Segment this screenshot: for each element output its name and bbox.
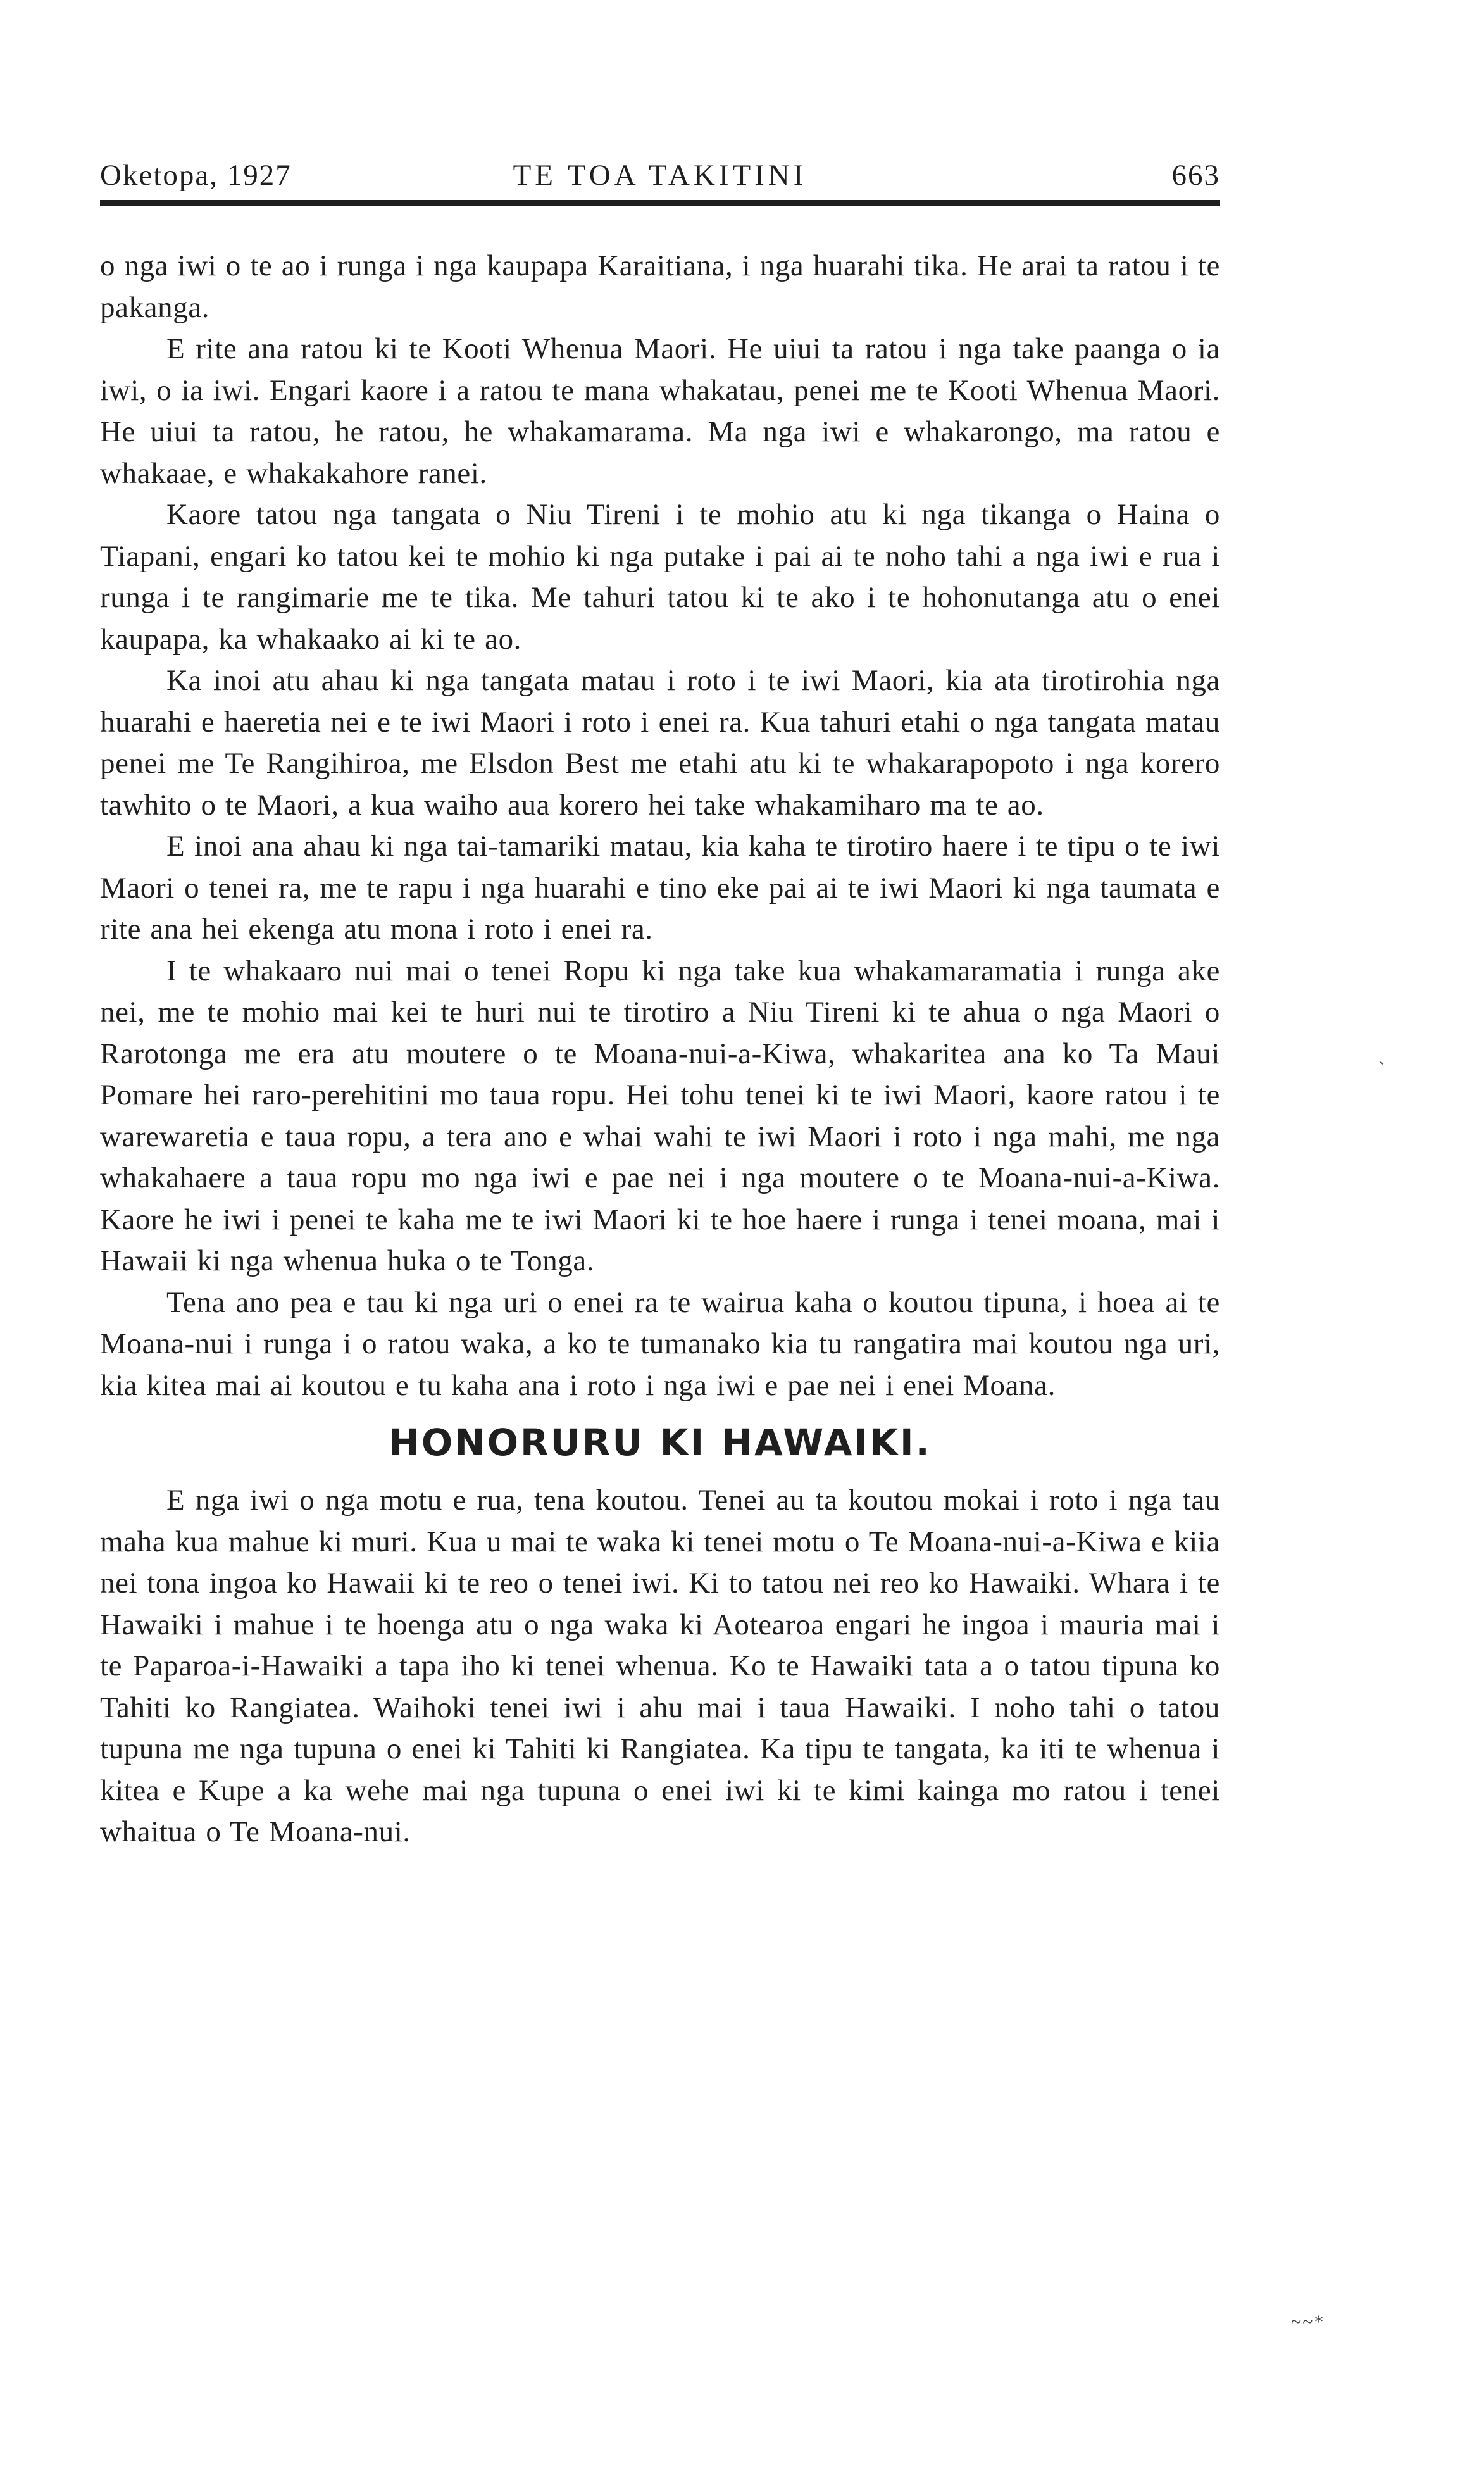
- paragraph-1: o nga iwi o te ao i runga i nga kaupapa Karaitiana, i nga huarahi tika. He arai ta ratou i te pakanga.: [100, 249, 1220, 324]
- paragraph-3: Kaore tatou nga tangata o Niu Tireni i te mohio atu ki nga tikanga o Haina o Tiapani, engari ko tatou kei te mohio ki nga putake i pai ai te noho tahi a nga iwi e rua i runga i te rangimarie me te tika. Me tahuri tatou ki te ako i te hohonutanga atu o enei kaupapa, ka whakaako ai ki te ao.: [100, 498, 1220, 656]
- paragraph-6: I te whakaaro nui mai o tenei Ropu ki nga take kua whakamaramatia i runga ake nei, me te mohio mai kei te huri nui te tirotiro a Niu Tireni ki te ahua o nga Maori o Rarotonga me era atu moutere o te Moana-nui-a-Kiwa, whakaritea ana ko Ta Maui Pomare hei raro-perehitini mo taua ropu. Hei tohu tenei ki te iwi Maori, kaore ratou i te warewaretia e taua ropu, a tera ano e whai wahi te iwi Maori i roto i nga mahi, me nga whakahaere a taua ropu mo nga iwi e pae nei i nga moutere o te Moana-nui-a-Kiwa. Kaore he iwi i penei te kaha me te iwi Maori ki te hoe haere i runga i tenei moana, mai i Hawaii ki nga whenua huka o te Tonga.: [100, 954, 1220, 1277]
- paragraph-8: E nga iwi o nga motu e rua, tena koutou. Tenei au ta koutou mokai i roto i nga tau maha kua mahue ki muri. Kua u mai te waka ki tenei motu o Te Moana-nui-a-Kiwa e kiia nei tona ingoa ko Hawaii ki te reo o tenei iwi. Ki to tatou nei reo ko Hawaiki. Whara i te Hawaiki i mahue i te hoenga atu o nga waka ki Aotearoa engari he ingoa i mauria mai i te Paparoa-i-Hawaiki a tapa iho ki tenei whenua. Ko te Hawaiki tata a o tatou tipuna ko Tahiti ko Rangiatea. Waihoki tenei iwi i ahu mai i taua Hawaiki. I noho tahi o tatou tupuna me nga tupuna o enei ki Tahiti ki Rangiatea. Ka tipu te tangata, ka iti te whenua i kitea e Kupe a ka wehe mai nga tupuna o enei iwi ki te kimi kainga mo ratou i tenei whaitua o Te Moana-nui.: [100, 1484, 1220, 1848]
- header-page-number: 663: [1171, 159, 1220, 192]
- header-journal-title: TE TOA TAKITINI: [513, 159, 807, 192]
- running-header: [100, 158, 1220, 209]
- header-date: Oketopa, 1927: [100, 159, 292, 192]
- header-rule: [100, 200, 1220, 206]
- document-page: [100, 158, 1220, 1853]
- stray-print-mark-bottom: ~~*: [1291, 2312, 1325, 2332]
- article-body: [100, 246, 1220, 1853]
- stray-print-mark: `: [1378, 1058, 1385, 1079]
- paragraph-5: E inoi ana ahau ki nga tai-tamariki matau, kia kaha te tirotiro haere i te tipu o te iwi Maori o tenei ra, me te rapu i nga huarahi e tino eke pai ai te iwi Maori ki nga taumata e rite ana hei ekenga atu mona i roto i enei ra.: [100, 830, 1220, 946]
- section-heading: HONORURU KI HAWAIKI.: [389, 1421, 932, 1464]
- paragraph-2: E rite ana ratou ki te Kooti Whenua Maori. He uiui ta ratou i nga take paanga o ia iwi, o ia iwi. Engari kaore i a ratou te mana whakatau, penei me te Kooti Whenua Maori. He uiui ta ratou, he ratou, he whakamarama. Ma nga iwi e whakarongo, ma ratou e whakaae, e whakakahore ranei.: [100, 332, 1220, 490]
- paragraph-7: Tena ano pea e tau ki nga uri o enei ra te wairua kaha o koutou tipuna, i hoea ai te Moana-nui i runga i o ratou waka, a ko te tumanako kia tu rangatira mai koutou nga uri, kia kitea mai ai koutou e tu kaha ana i roto i nga iwi e pae nei i enei Moana.: [100, 1286, 1220, 1402]
- paragraph-4: Ka inoi atu ahau ki nga tangata matau i roto i te iwi Maori, kia ata tirotirohia nga huarahi e haeretia nei e te iwi Maori i roto i enei ra. Kua tahuri etahi o nga tangata matau penei me Te Rangihiroa, me Elsdon Best me etahi atu ki te whakarapopoto i nga korero tawhito o te Maori, a kua waiho aua korero hei take whakamiharo ma te ao.: [100, 664, 1220, 822]
